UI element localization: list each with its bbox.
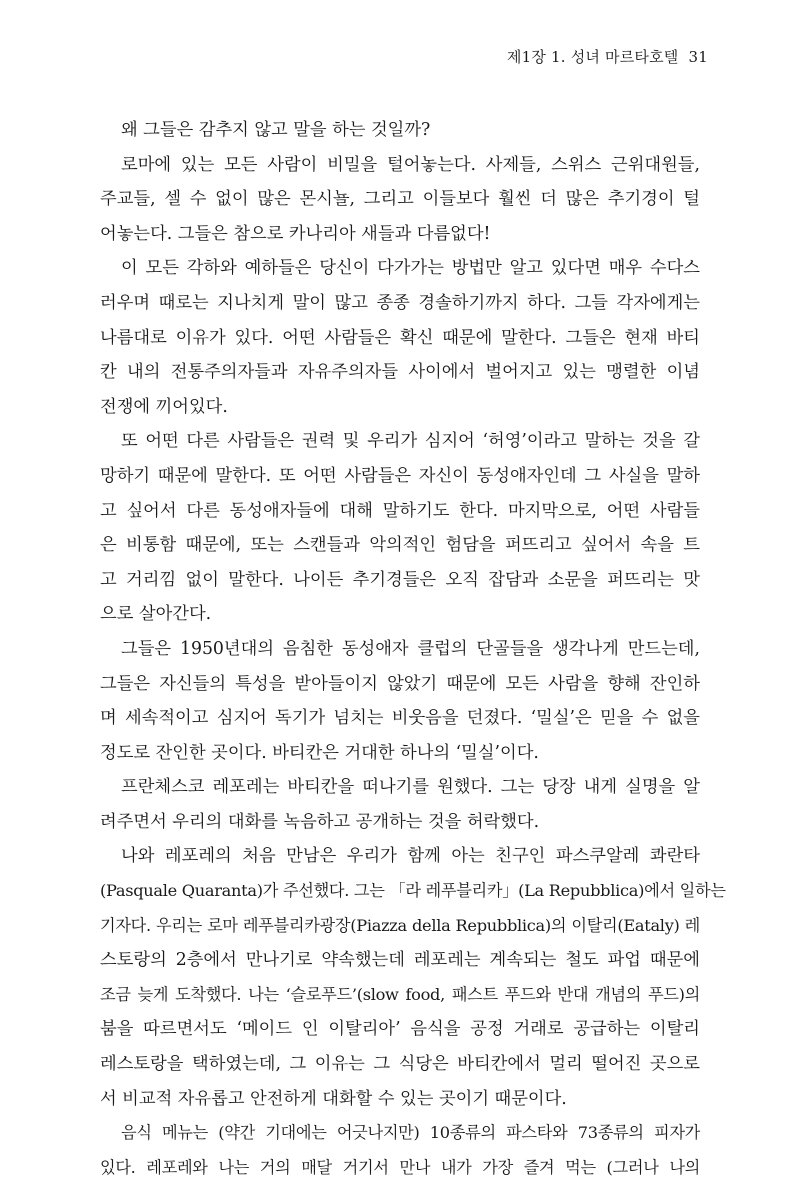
text-line: 고 싶어서 다른 동성애자들에 대해 말하기도 한다. 마지막으로, 어떤 사람들 bbox=[100, 500, 700, 521]
text-line: 으로 살아간다. bbox=[100, 604, 212, 625]
running-header bbox=[507, 46, 708, 67]
text-line: 망하기 때문에 말한다. 또 어떤 사람들은 자신이 동성애자인데 그 사실을 말하 bbox=[100, 465, 700, 486]
text-line: 레스토랑을 택하였는데, 그 이유는 그 식당은 바티칸에서 멀리 떨어진 곳으로 bbox=[100, 1054, 700, 1075]
text-line: 칸 내의 전통주의자들과 자유주의자들 사이에서 벌어지고 있는 맹렬한 이념 bbox=[100, 362, 700, 383]
body-text bbox=[100, 113, 726, 1185]
text-line: 어놓는다. 그들은 참으로 카나리아 새들과 다름없다! bbox=[100, 223, 491, 244]
text-line: 왜 그들은 감추지 않고 말을 하는 것일까? bbox=[121, 120, 431, 140]
text-line: 로마에 있는 모든 사람이 비밀을 털어놓는다. 사제들, 스위스 근위대원들, bbox=[121, 154, 700, 175]
text-line: 며 세속적이고 심지어 독기가 넘치는 비웃음을 던졌다. ‘밀실’은 믿을 수 없을 bbox=[100, 708, 700, 729]
text-line: 프란체스코 레포레는 바티칸을 떠나기를 원했다. 그는 당장 내게 실명을 알 bbox=[121, 777, 700, 798]
chapter-running-title: 제1장 1. 성녀 마르타호텔 bbox=[506, 48, 679, 66]
text-line: 붐을 따르면서도 ‘메이드 인 이탈리아’ 음식을 공정 거래로 공급하는 이탈리 bbox=[100, 1019, 700, 1040]
text-line: 러우며 때로는 지나치게 말이 많고 종종 경솔하기까지 하다. 그들 각자에게는 bbox=[100, 292, 700, 313]
text-line: 이 모든 각하와 예하들은 당신이 다가가는 방법만 알고 있다면 매우 수다스 bbox=[121, 258, 700, 279]
text-line: 나와 레포레의 처음 만남은 우리가 함께 아는 친구인 파스쿠알레 콰란타 bbox=[121, 846, 700, 867]
text-line: 스토랑의 2층에서 만나기로 약속했는데 레포레는 계속되는 철도 파업 때문에 bbox=[100, 950, 700, 971]
text-line: 주교들, 셀 수 없이 많은 몬시뇰, 그리고 이들보다 훨씬 더 많은 추기경이 털 bbox=[100, 189, 700, 210]
text-line: 나름대로 이유가 있다. 어떤 사람들은 확신 때문에 말한다. 그들은 현재 바티 bbox=[100, 327, 700, 348]
page-number: 31 bbox=[688, 48, 708, 66]
text-line: 음식 메뉴는 (약간 기대에는 어긋나지만) 10종류의 파스타와 73종류의 피자가 bbox=[121, 1123, 700, 1143]
text-line: 은 비통함 때문에, 또는 스캔들과 악의적인 험담을 퍼뜨리고 싶어서 속을 트 bbox=[100, 535, 700, 556]
text-line: 서 비교적 자유롭고 안전하게 대화할 수 있는 곳이기 때문이다. bbox=[100, 1088, 567, 1109]
text-line: 려주면서 우리의 대화를 녹음하고 공개하는 것을 허락했다. bbox=[100, 811, 540, 832]
text-line: 또 어떤 다른 사람들은 권력 및 우리가 심지어 ‘허영’이라고 말하는 것을 갈 bbox=[121, 431, 700, 452]
text-line: 그들은 1950년대의 음침한 동성애자 클럽의 단골들을 생각나게 만드는데, bbox=[121, 638, 700, 659]
text-line: 그들은 자신들의 특성을 받아들이지 않았기 때문에 모든 사람을 향해 잔인하 bbox=[100, 673, 700, 694]
text-line: 고 거리낌 없이 말한다. 나이든 추기경들은 오직 잡담과 소문을 퍼뜨리는 맛 bbox=[100, 569, 700, 590]
text-line: 정도로 잔인한 곳이다. 바티칸은 거대한 하나의 ‘밀실’이다. bbox=[100, 742, 539, 763]
text-line: (Pasquale Quaranta)가 주선했다. 그는 「라 레푸블리카」(La Repubblica)에서 일하는 bbox=[100, 881, 726, 901]
text-line: 있다. 레포레와 나는 거의 매달 거기서 만나 내가 가장 즐겨 먹는 (그러나 나의 bbox=[100, 1157, 700, 1177]
text-line: 조금 늦게 도착했다. 나는 ‘슬로푸드’(slow food, 패스트 푸드와 반대 개념의 푸드)의 bbox=[100, 984, 700, 1004]
text-line: 기자다. 우리는 로마 레푸블리카광장(Piazza della Repubblica)의 이탈리(Eataly) 레 bbox=[100, 915, 700, 935]
text-line: 전쟁에 끼어있다. bbox=[100, 396, 228, 417]
